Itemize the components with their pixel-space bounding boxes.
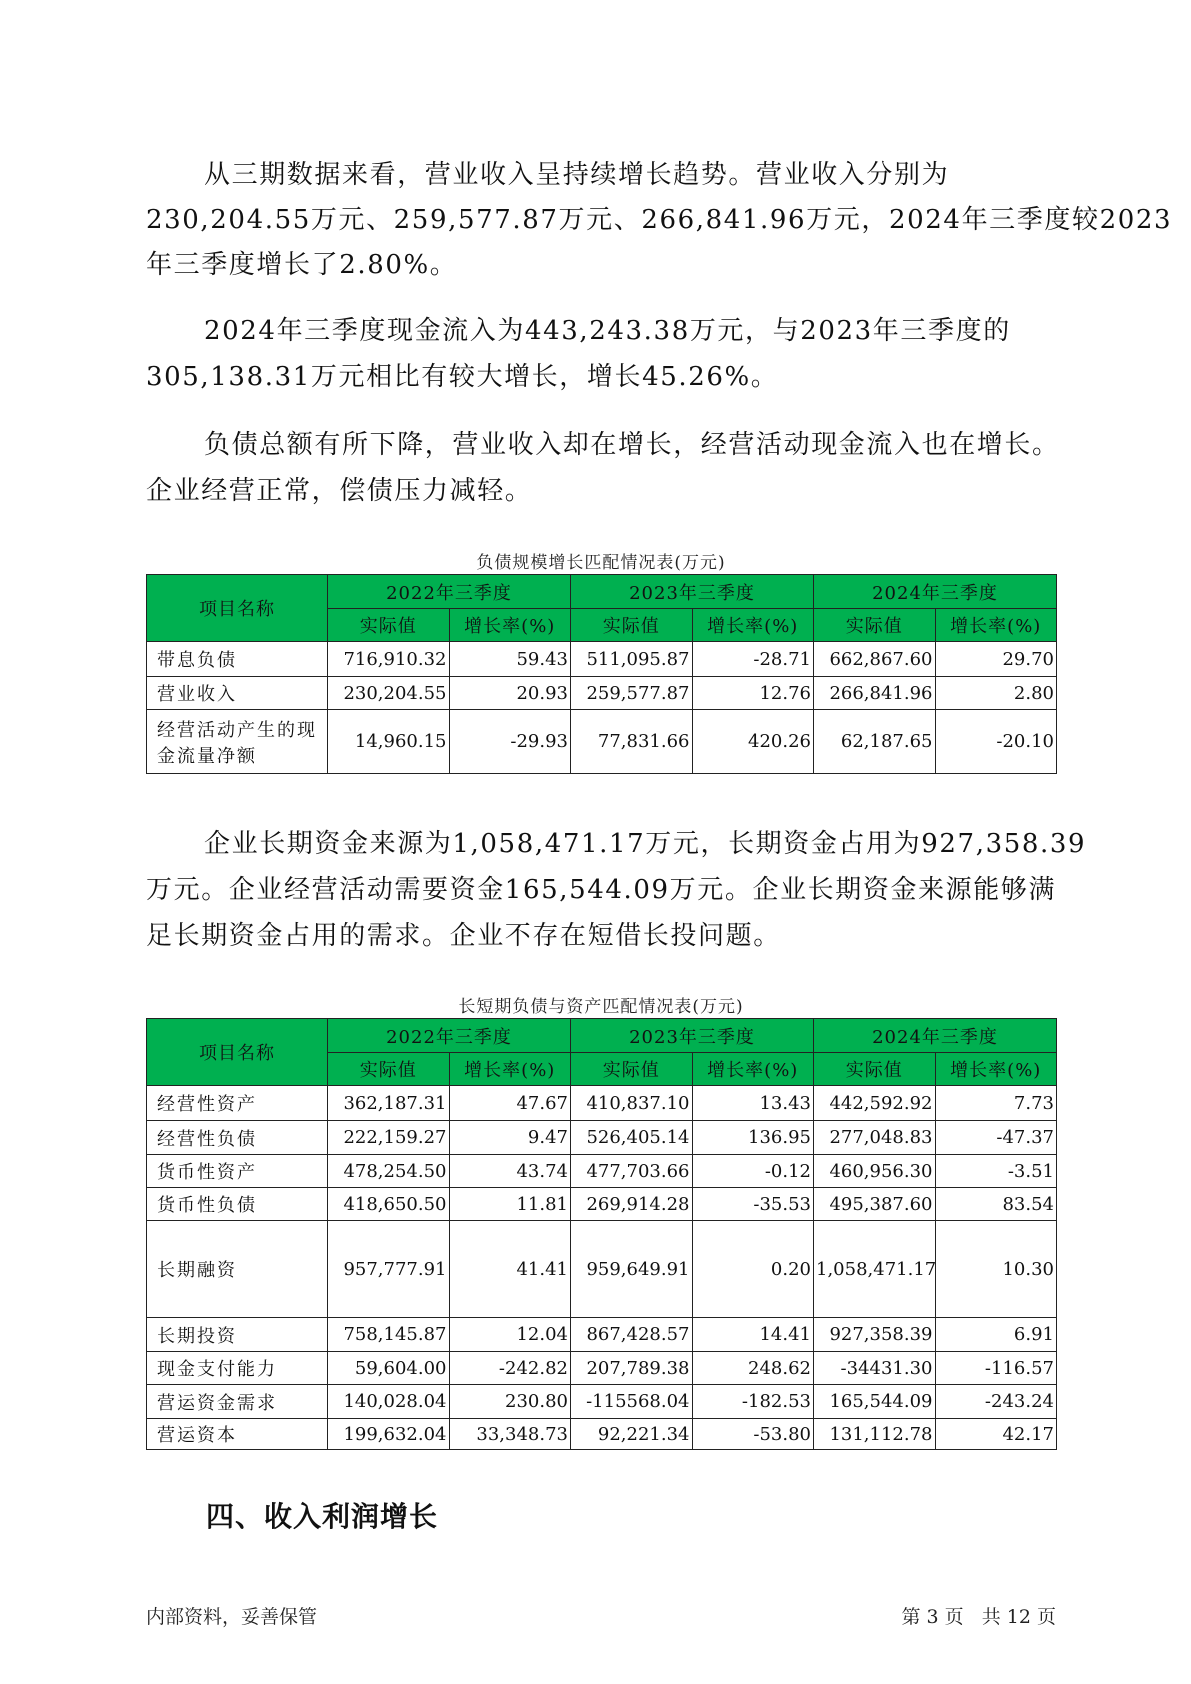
row-name: 货币性资产 — [147, 1155, 328, 1188]
header-actual: 实际值 — [328, 1053, 450, 1086]
paragraph-line: 负债总额有所下降，营业收入却在增长，经营活动现金流入也在增长。 — [204, 430, 1060, 460]
cell-value: 41.41 — [449, 1221, 571, 1318]
header-period: 2024年三季度 — [814, 575, 1057, 609]
cell-value: 511,095.87 — [571, 642, 693, 677]
cell-value: 362,187.31 — [328, 1086, 450, 1121]
cell-value: -28.71 — [692, 642, 814, 677]
paragraph-line: 万元。企业经营活动需要资金165,544.09万元。企业长期资金来源能够满 — [146, 875, 1057, 905]
cell-value: 14.41 — [692, 1318, 814, 1352]
header-growth: 增长率(%) — [449, 1053, 571, 1086]
paragraph-line: 足长期资金占用的需求。企业不存在短借长投问题。 — [146, 921, 781, 951]
table-row — [147, 1221, 1057, 1318]
cell-value: 495,387.60 — [814, 1188, 936, 1221]
cell-value: 230,204.55 — [328, 677, 450, 710]
cell-value: 59.43 — [449, 642, 571, 677]
header-actual: 实际值 — [328, 609, 450, 642]
row-name: 长期融资 — [147, 1221, 328, 1318]
row-name: 营运资金需求 — [147, 1385, 328, 1419]
cell-value: -243.24 — [935, 1385, 1057, 1419]
paragraph-line: 230,204.55万元、259,577.87万元、266,841.96万元，2024年三季度较2023 — [146, 205, 1173, 235]
table1-caption: 负债规模增长匹配情况表(万元) — [476, 553, 726, 573]
cell-value: 758,145.87 — [328, 1318, 450, 1352]
cell-value: 131,112.78 — [814, 1419, 936, 1450]
cell-value: 266,841.96 — [814, 677, 936, 710]
footer-left: 内部资料，妥善保管 — [146, 1606, 318, 1628]
header-actual: 实际值 — [814, 1053, 936, 1086]
cell-value: 20.93 — [449, 677, 571, 710]
table-row — [147, 710, 1057, 774]
cell-value: 7.73 — [935, 1086, 1057, 1121]
table-row — [147, 1188, 1057, 1221]
cell-value: 165,544.09 — [814, 1385, 936, 1419]
row-name: 营运资本 — [147, 1419, 328, 1450]
row-name: 经营性资产 — [147, 1086, 328, 1121]
cell-value: 248.62 — [692, 1352, 814, 1385]
cell-value: 43.74 — [449, 1155, 571, 1188]
cell-value: 1,058,471.17 — [814, 1221, 936, 1318]
cell-value: 207,789.38 — [571, 1352, 693, 1385]
cell-value: 12.04 — [449, 1318, 571, 1352]
cell-value: 277,048.83 — [814, 1121, 936, 1155]
cell-value: 957,777.91 — [328, 1221, 450, 1318]
paragraph-line: 企业长期资金来源为1,058,471.17万元，长期资金占用为927,358.39 — [204, 829, 1087, 859]
row-name: 长期投资 — [147, 1318, 328, 1352]
cell-value: 867,428.57 — [571, 1318, 693, 1352]
table-row — [147, 642, 1057, 677]
cell-value: 83.54 — [935, 1188, 1057, 1221]
header-growth: 增长率(%) — [692, 609, 814, 642]
cell-value: 222,159.27 — [328, 1121, 450, 1155]
cell-value: 418,650.50 — [328, 1188, 450, 1221]
cell-value: 47.67 — [449, 1086, 571, 1121]
cell-value: -29.93 — [449, 710, 571, 774]
row-name: 经营活动产生的现金流量净额 — [147, 710, 328, 774]
table-row — [147, 1086, 1057, 1121]
cell-value: -0.12 — [692, 1155, 814, 1188]
cell-value: -115568.04 — [571, 1385, 693, 1419]
cell-value: 12.76 — [692, 677, 814, 710]
cell-value: 10.30 — [935, 1221, 1057, 1318]
header-growth: 增长率(%) — [935, 1053, 1057, 1086]
table-row — [147, 1318, 1057, 1352]
row-name: 带息负债 — [147, 642, 328, 677]
cell-value: 927,358.39 — [814, 1318, 936, 1352]
cell-value: 199,632.04 — [328, 1419, 450, 1450]
header-actual: 实际值 — [571, 1053, 693, 1086]
cell-value: 6.91 — [935, 1318, 1057, 1352]
header-period: 2023年三季度 — [571, 575, 814, 609]
cell-value: 478,254.50 — [328, 1155, 450, 1188]
table-row — [147, 1155, 1057, 1188]
header-growth: 增长率(%) — [692, 1053, 814, 1086]
cell-value: 716,910.32 — [328, 642, 450, 677]
row-name: 营业收入 — [147, 677, 328, 710]
cell-value: 460,956.30 — [814, 1155, 936, 1188]
cell-value: 959,649.91 — [571, 1221, 693, 1318]
table-row — [147, 1385, 1057, 1419]
paragraph-line: 从三期数据来看，营业收入呈持续增长趋势。营业收入分别为 — [204, 160, 950, 190]
header-item-name: 项目名称 — [147, 1019, 328, 1086]
debt-asset-match-table — [146, 1018, 1057, 1450]
header-item-name: 项目名称 — [147, 575, 328, 642]
cell-value: 9.47 — [449, 1121, 571, 1155]
cell-value: 230.80 — [449, 1385, 571, 1419]
header-period: 2022年三季度 — [328, 575, 571, 609]
cell-value: -116.57 — [935, 1352, 1057, 1385]
page-number: 第 3 页 共 12 页 — [901, 1606, 1056, 1628]
header-period: 2024年三季度 — [814, 1019, 1057, 1053]
cell-value: 477,703.66 — [571, 1155, 693, 1188]
section-heading: 四、收入利润增长 — [206, 1500, 439, 1533]
debt-scale-table — [146, 574, 1057, 774]
cell-value: -47.37 — [935, 1121, 1057, 1155]
row-name: 现金支付能力 — [147, 1352, 328, 1385]
header-period: 2022年三季度 — [328, 1019, 571, 1053]
cell-value: 33,348.73 — [449, 1419, 571, 1450]
cell-value: 14,960.15 — [328, 710, 450, 774]
cell-value: 11.81 — [449, 1188, 571, 1221]
cell-value: 42.17 — [935, 1419, 1057, 1450]
cell-value: 77,831.66 — [571, 710, 693, 774]
cell-value: -3.51 — [935, 1155, 1057, 1188]
header-period: 2023年三季度 — [571, 1019, 814, 1053]
table-row — [147, 1121, 1057, 1155]
paragraph-line: 企业经营正常，偿债压力减轻。 — [146, 476, 533, 506]
cell-value: 62,187.65 — [814, 710, 936, 774]
cell-value: 526,405.14 — [571, 1121, 693, 1155]
cell-value: 269,914.28 — [571, 1188, 693, 1221]
cell-value: -35.53 — [692, 1188, 814, 1221]
table-row — [147, 677, 1057, 710]
paragraph-line: 年三季度增长了2.80%。 — [146, 250, 458, 280]
header-growth: 增长率(%) — [449, 609, 571, 642]
cell-value: -53.80 — [692, 1419, 814, 1450]
row-name: 经营性负债 — [147, 1121, 328, 1155]
cell-value: -34431.30 — [814, 1352, 936, 1385]
table-row — [147, 1419, 1057, 1450]
cell-value: 13.43 — [692, 1086, 814, 1121]
paragraph-line: 2024年三季度现金流入为443,243.38万元，与2023年三季度的 — [204, 316, 1011, 346]
cell-value: 140,028.04 — [328, 1385, 450, 1419]
cell-value: -182.53 — [692, 1385, 814, 1419]
cell-value: -242.82 — [449, 1352, 571, 1385]
cell-value: 29.70 — [935, 642, 1057, 677]
header-actual: 实际值 — [571, 609, 693, 642]
table-row — [147, 1352, 1057, 1385]
header-actual: 实际值 — [814, 609, 936, 642]
header-growth: 增长率(%) — [935, 609, 1057, 642]
table2-caption: 长短期负债与资产匹配情况表(万元) — [458, 997, 744, 1017]
cell-value: 662,867.60 — [814, 642, 936, 677]
paragraph-line: 305,138.31万元相比有较大增长，增长45.26%。 — [146, 362, 779, 392]
cell-value: 2.80 — [935, 677, 1057, 710]
cell-value: 420.26 — [692, 710, 814, 774]
cell-value: -20.10 — [935, 710, 1057, 774]
cell-value: 136.95 — [692, 1121, 814, 1155]
cell-value: 0.20 — [692, 1221, 814, 1318]
cell-value: 59,604.00 — [328, 1352, 450, 1385]
cell-value: 442,592.92 — [814, 1086, 936, 1121]
row-name: 货币性负债 — [147, 1188, 328, 1221]
cell-value: 410,837.10 — [571, 1086, 693, 1121]
cell-value: 259,577.87 — [571, 677, 693, 710]
cell-value: 92,221.34 — [571, 1419, 693, 1450]
